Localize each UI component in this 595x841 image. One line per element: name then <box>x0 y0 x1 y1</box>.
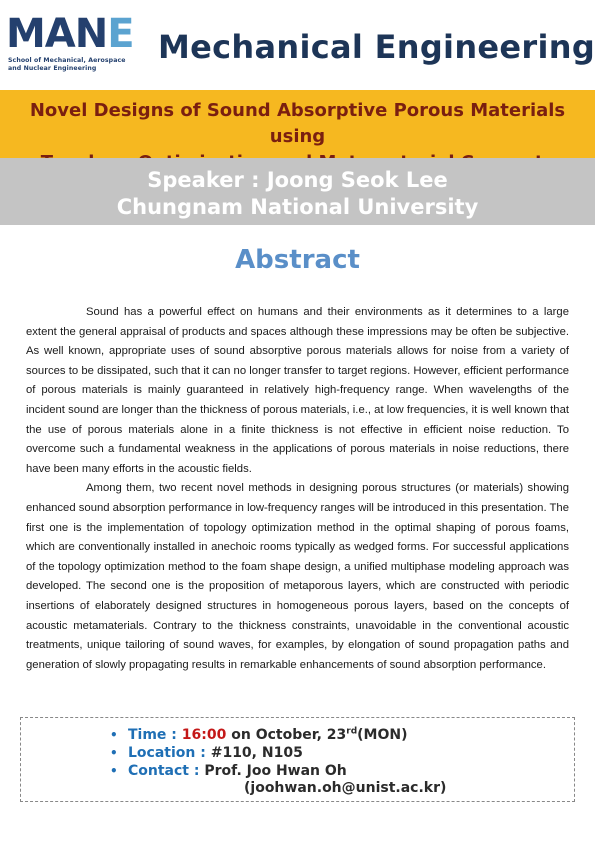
time-label: Time : <box>128 727 182 743</box>
time-day: (MON) <box>357 727 408 743</box>
abstract-paragraph-1: Sound has a powerful effect on humans and their environments as it determines to a large extent the general appraisal of products and spaces although these impressions may be often be subjective. As well known, appropriate uses of sound absorptive porous materials allows for noise from a variety of sources to be dissipated, such that it can no longer transfer to target regions. However, efficient performance of porous materials is mainly guaranteed in relatively high-frequency range. When wavelengths of the incident sound are longer than the thickness of porous materials, i.e., at low frequencies, it is well known that the use of porous materials alone in a finite thickness is not effective in efficient noise reduction. To overcome such a fundamental weakness in the applications of porous materials in noise reductions, there have been many efforts in the acoustic fields. <box>26 306 569 475</box>
bullet-icon: • <box>110 746 118 760</box>
abstract-body <box>26 303 569 675</box>
location-value: #110, N105 <box>210 745 303 761</box>
time-value: 16:00 <box>181 727 227 743</box>
info-location <box>110 744 303 762</box>
speaker-name: Speaker : Joong Seok Lee <box>147 168 448 192</box>
info-contact-email <box>244 779 446 797</box>
contact-value: Prof. Joo Hwan Oh <box>204 763 347 779</box>
department-title: Mechanical Engineering <box>158 28 595 66</box>
logo-subtitle-line2: and Nuclear Engineering <box>8 65 97 72</box>
logo-subtitle <box>8 57 148 73</box>
abstract-heading: Abstract <box>235 245 360 275</box>
header <box>0 0 595 90</box>
logo-wordmark <box>6 11 134 57</box>
location-label: Location : <box>128 745 211 761</box>
abstract-paragraph-2: Among them, two recent novel methods in designing porous structures (or materials) showing enhanced sound absorption performance in low-frequency ranges will be introduced in this presentation. The first one is the implementation of topology optimization method in the optimal shaping of porous foams, which are conventionally installed in anechoic rooms typically as wedged forms. For successful applications of the topology optimization method to the foam shape design, a unified multiphase modeling approach was developed. The second one is the proposition of metaporous layers, which are constructed with periodic insertions of elaborately designed structures in homogeneous porous layers, based on the concepts of acoustic metamaterials. Contrary to the thickness constraints, unavoidable in the conventional acoustic treatments, unique tailoring of sound waves, for examples, by elongation of sound propagation paths and generation of slowly propagating results in remarkable enhancements of sound absorption performance. <box>26 482 570 671</box>
speaker-affiliation: Chungnam National University <box>116 195 479 219</box>
contact-label: Contact : <box>128 763 205 779</box>
bullet-icon: • <box>110 728 118 742</box>
contact-email[interactable]: (joohwan.oh@unist.ac.kr) <box>244 780 447 796</box>
info-contact <box>110 762 347 780</box>
info-time <box>110 726 408 744</box>
bullet-icon: • <box>110 764 118 778</box>
logo-text-e: E <box>107 11 134 57</box>
logo-subtitle-line1: School of Mechanical, Aerospace <box>8 57 126 64</box>
time-date: on October, 23 <box>226 727 347 743</box>
mane-logo <box>6 11 146 80</box>
time-date-suffix: rd <box>346 726 358 737</box>
logo-text-main: MAN <box>6 11 108 57</box>
talk-title-line1: Novel Designs of Sound Absorptive Porous Materials using <box>29 100 566 147</box>
